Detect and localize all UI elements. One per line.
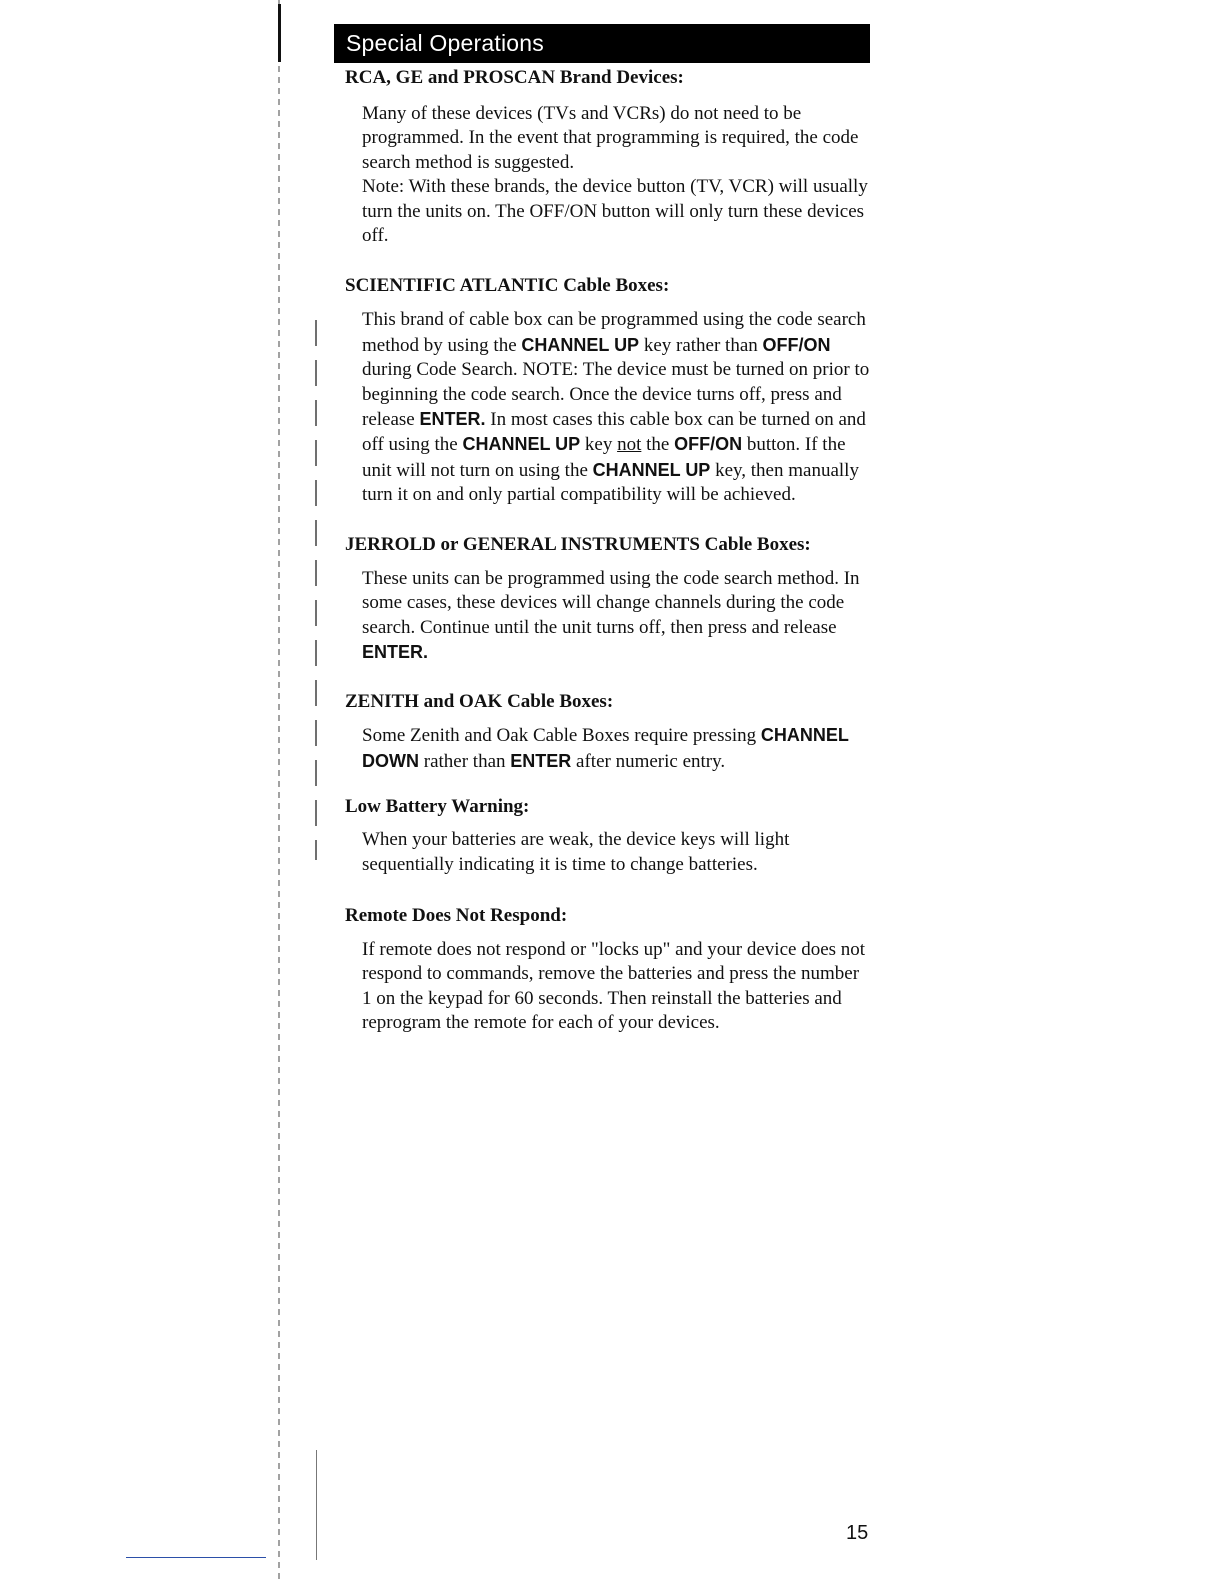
section-heading: SCIENTIFIC ATLANTIC Cable Boxes: (345, 275, 670, 297)
key-name: CHANNEL UP (462, 434, 581, 455)
section-heading: ZENITH and OAK Cable Boxes: (345, 691, 614, 713)
note-paragraph: Note: With these brands, the device button (TV, VCR) will usually turn the units on. The OFF/ON button will only turn these devices off. (362, 176, 868, 247)
key-name: OFF/ON (674, 434, 743, 455)
scan-edge-inner-lower (316, 1450, 317, 1560)
key-name: ENTER. (362, 641, 429, 662)
text-run: after numeric entry. (571, 750, 726, 772)
section-zenith-oak (345, 690, 870, 774)
text-run: key rather than (639, 334, 763, 356)
text-run: key, then manually turn it on and only partial compatibility will be achieved. (362, 459, 859, 506)
section-body (362, 828, 870, 877)
paragraph (362, 567, 870, 666)
key-name: ENTER. (419, 409, 486, 430)
section-heading: JERROLD or GENERAL INSTRUMENTS Cable Boxes: (345, 533, 811, 555)
section-heading: Low Battery Warning: (345, 796, 530, 818)
key-name: ENTER (510, 750, 572, 771)
paragraph: When your batteries are weak, the device keys will light sequentially indicating it is time to change batteries. (362, 829, 790, 875)
paragraph: Many of these devices (TVs and VCRs) do not need to be programmed. In the event that programming is required, the code search method is suggested. (362, 103, 859, 173)
section-body (362, 102, 870, 248)
section-heading: RCA, GE and PROSCAN Brand Devices: (345, 67, 684, 88)
text-run: during Code Search. NOTE: The device must be turned on prior to beginning the code search. Once the device turns off, press and release (362, 359, 870, 431)
page-number: 15 (846, 1522, 869, 1544)
text-run: Some Zenith and Oak Cable Boxes require pressing (362, 725, 761, 747)
section-body (362, 938, 870, 1036)
section-low-battery-warning (345, 795, 870, 877)
scan-edge-inner (315, 320, 317, 860)
text-run: button. If the unit will not turn on using the (362, 434, 846, 481)
text-run: These units can be programmed using the code search method. In some cases, these devices will change channels during the code search. Continue until the unit turns off, then press and release (362, 567, 860, 638)
section-scientific-atlantic (345, 274, 870, 507)
text-run: In most cases this cable box can be turned on and off using the (362, 409, 866, 456)
section-body (362, 723, 870, 774)
paragraph (362, 723, 870, 774)
scan-line-bottom (126, 1557, 266, 1558)
section-heading: Remote Does Not Respond: (345, 904, 568, 926)
scan-edge-left (278, 0, 280, 1584)
page-content (334, 24, 870, 1036)
section-rca-ge-proscan (345, 66, 870, 248)
underlined-word: not (617, 434, 642, 456)
text-run: the (641, 434, 675, 456)
section-body (362, 308, 870, 507)
paragraph (362, 308, 870, 507)
section-remote-does-not-respond (345, 904, 870, 1036)
text-run: This brand of cable box can be programmed using the code search method by using the (362, 309, 866, 356)
section-body (362, 567, 870, 666)
key-name: CHANNEL DOWN (362, 725, 849, 771)
scan-edge-top (278, 4, 281, 62)
key-name: OFF/ON (762, 334, 831, 355)
key-name: CHANNEL UP (521, 334, 640, 355)
text-run: key (580, 434, 618, 456)
page-title: Special Operations (334, 24, 870, 63)
paragraph: If remote does not respond or "locks up" and your device does not respond to commands, remove the batteries and press the number 1 on the keypad for 60 seconds. Then reinstall the batteries and reprogram the remote for each of your devices. (362, 938, 866, 1034)
section-jerrold-general-instruments (345, 533, 870, 666)
text-run: rather than (419, 750, 511, 772)
key-name: CHANNEL UP (592, 459, 711, 480)
